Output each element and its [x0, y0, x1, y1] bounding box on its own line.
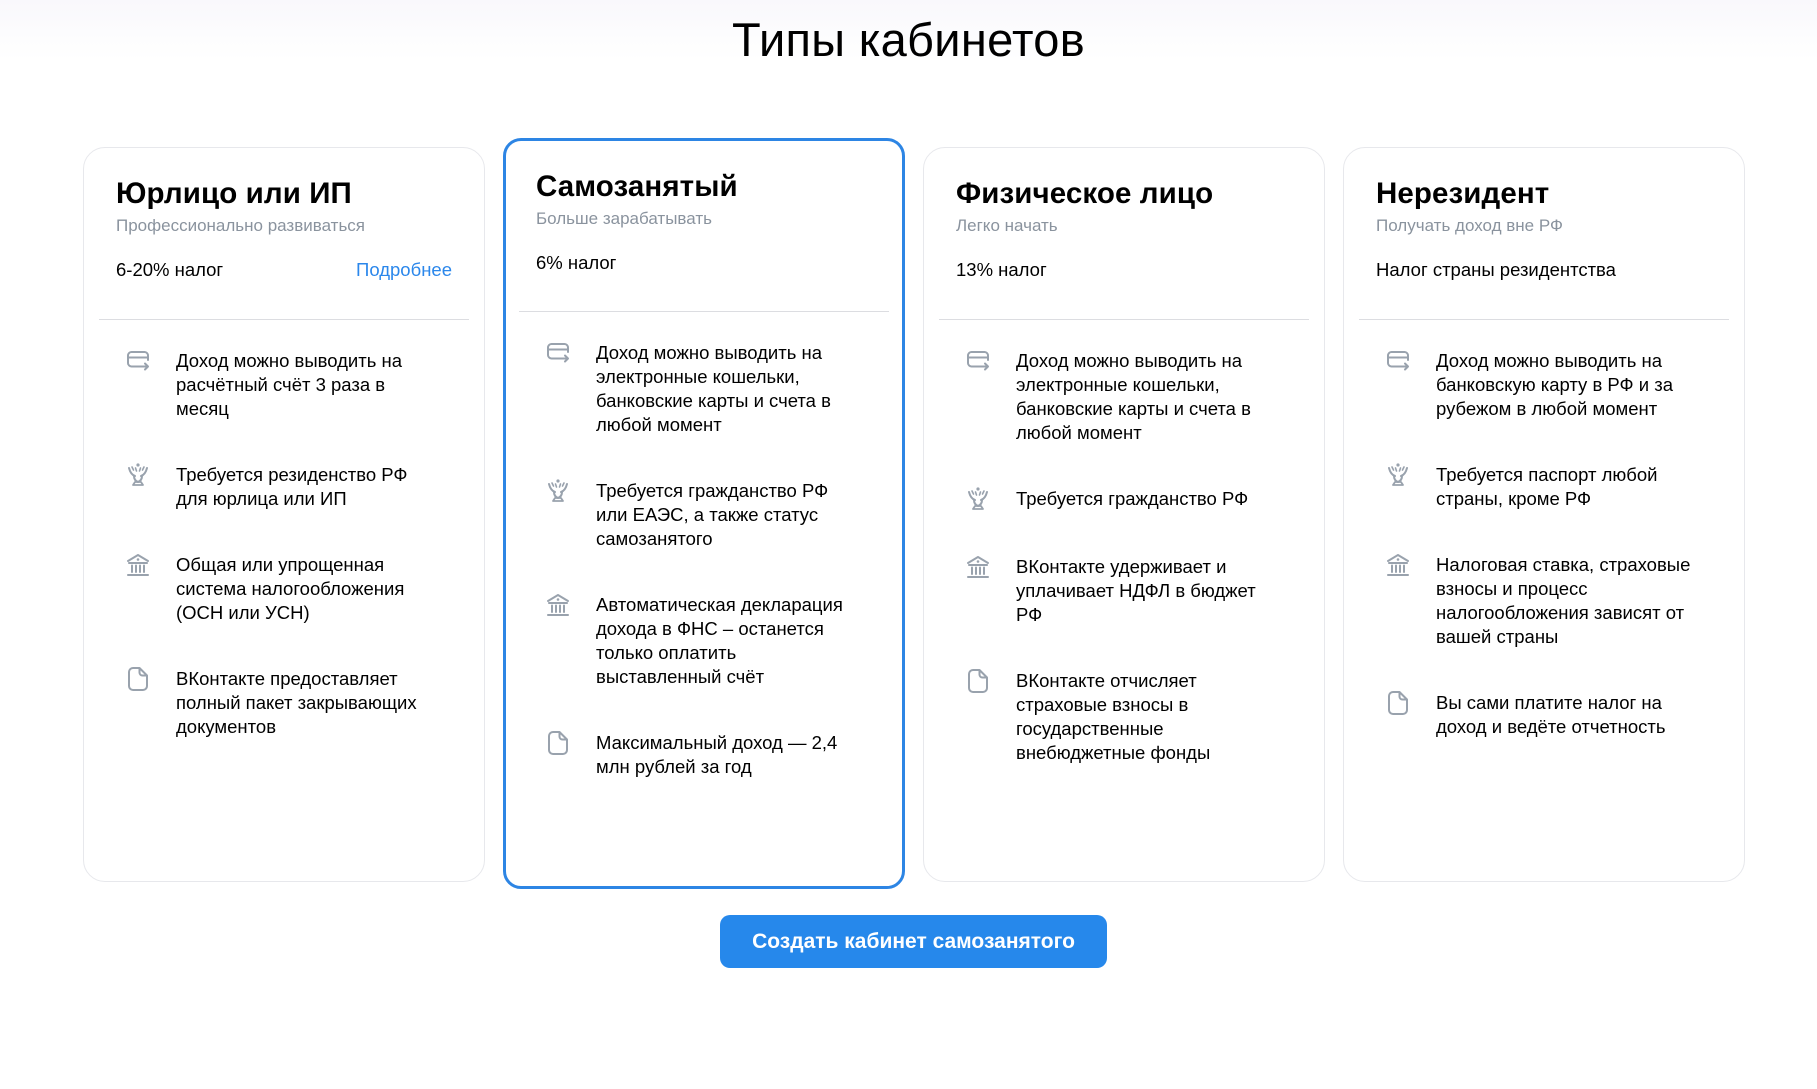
feature-text: Доход можно выводить на банковскую карту в РФ и за рубежом в любой момент [1436, 350, 1673, 419]
card-header [924, 148, 1324, 319]
document-icon [124, 665, 152, 693]
card-subtitle: Больше зарабатывать [536, 209, 712, 228]
more-link[interactable]: Подробнее [356, 259, 452, 280]
feature-text: Доход можно выводить на электронные кошельки, банковские карты и счета в любой момент [1016, 350, 1251, 443]
feature-text: Доход можно выводить на расчётный счёт 3 раза в месяц [176, 350, 403, 419]
feature-item [544, 593, 882, 689]
feature-item [124, 349, 464, 421]
feature-item [964, 669, 1304, 765]
tax-value: 6-20% налог [116, 259, 224, 280]
feature-list [1344, 320, 1744, 739]
card-transfer-icon [964, 347, 992, 375]
feature-list [924, 320, 1324, 765]
document-icon [1384, 689, 1412, 717]
bank-icon [1384, 551, 1412, 579]
feature-text: ВКонтакте удерживает и уплачивает НДФЛ в бюджет РФ [1016, 556, 1256, 625]
feature-text: Налоговая ставка, страховые взносы и процесс налогообложения зависят от вашей страны [1436, 554, 1691, 647]
feature-text: Требуется паспорт любой страны, кроме РФ [1436, 464, 1658, 509]
card-title: Физическое лицо [956, 177, 1214, 210]
tax-value: Налог страны резидентства [1376, 259, 1616, 280]
feature-text: Общая или упрощенная система налогообложения (ОСН или УСН) [176, 554, 405, 623]
emblem-icon [124, 461, 152, 489]
card-title: Самозанятый [536, 170, 738, 203]
feature-item [964, 555, 1304, 627]
card-transfer-icon [1384, 347, 1412, 375]
card-transfer-icon [544, 339, 572, 367]
card-non-resident[interactable] [1343, 147, 1745, 882]
card-header [506, 141, 902, 311]
feature-item [1384, 463, 1724, 511]
feature-text: Требуется резиденство РФ для юрлица или ИП [176, 464, 408, 509]
feature-text: Вы сами платите налог на доход и ведёте отчетность [1436, 692, 1666, 737]
feature-item [124, 667, 464, 739]
card-subtitle: Профессионально развиваться [116, 216, 366, 235]
feature-list [506, 312, 902, 779]
document-icon [964, 667, 992, 695]
card-legal-entity[interactable] [83, 147, 485, 882]
create-self-employed-cabinet-button[interactable]: Создать кабинет самозанятого [720, 915, 1107, 968]
feature-item [1384, 349, 1724, 421]
card-self-employed[interactable] [503, 138, 905, 889]
card-header [84, 148, 484, 319]
feature-item [964, 349, 1304, 445]
document-icon [544, 729, 572, 757]
tax-value: 13% налог [956, 259, 1047, 280]
tax-row [1376, 258, 1712, 282]
feature-text: ВКонтакте отчисляет страховые взносы в государственные внебюджетные фонды [1016, 670, 1211, 763]
bank-icon [544, 591, 572, 619]
emblem-icon [964, 485, 992, 513]
feature-text: Требуется гражданство РФ [1016, 488, 1249, 509]
tax-row [116, 258, 452, 282]
emblem-icon [1384, 461, 1412, 489]
tax-value: 6% налог [536, 252, 617, 273]
bank-icon [124, 551, 152, 579]
feature-text: Максимальный доход — 2,4 млн рублей за год [596, 732, 838, 777]
feature-item [1384, 553, 1724, 649]
card-transfer-icon [124, 347, 152, 375]
feature-list [84, 320, 484, 739]
card-title: Юрлицо или ИП [116, 177, 352, 210]
card-header [1344, 148, 1744, 319]
feature-item [124, 463, 464, 511]
card-subtitle: Получать доход вне РФ [1376, 216, 1563, 235]
feature-text: Требуется гражданство РФ или ЕАЭС, а также статус самозанятого [596, 480, 829, 549]
tax-row [536, 251, 872, 275]
feature-item [544, 341, 882, 437]
emblem-icon [544, 477, 572, 505]
card-title: Нерезидент [1376, 177, 1550, 210]
feature-item [964, 487, 1304, 513]
page-title: Типы кабинетов [732, 13, 1085, 66]
feature-text: ВКонтакте предоставляет полный пакет закрывающих документов [176, 668, 417, 737]
feature-item [1384, 691, 1724, 739]
bank-icon [964, 553, 992, 581]
feature-item [124, 553, 464, 625]
card-subtitle: Легко начать [956, 216, 1058, 235]
feature-item [544, 479, 882, 551]
feature-item [544, 731, 882, 779]
card-individual[interactable] [923, 147, 1325, 882]
tax-row [956, 258, 1292, 282]
feature-text: Доход можно выводить на электронные кошельки, банковские карты и счета в любой момент [596, 342, 831, 435]
feature-text: Автоматическая декларация дохода в ФНС – останется только оплатить выставленный счёт [596, 594, 843, 687]
